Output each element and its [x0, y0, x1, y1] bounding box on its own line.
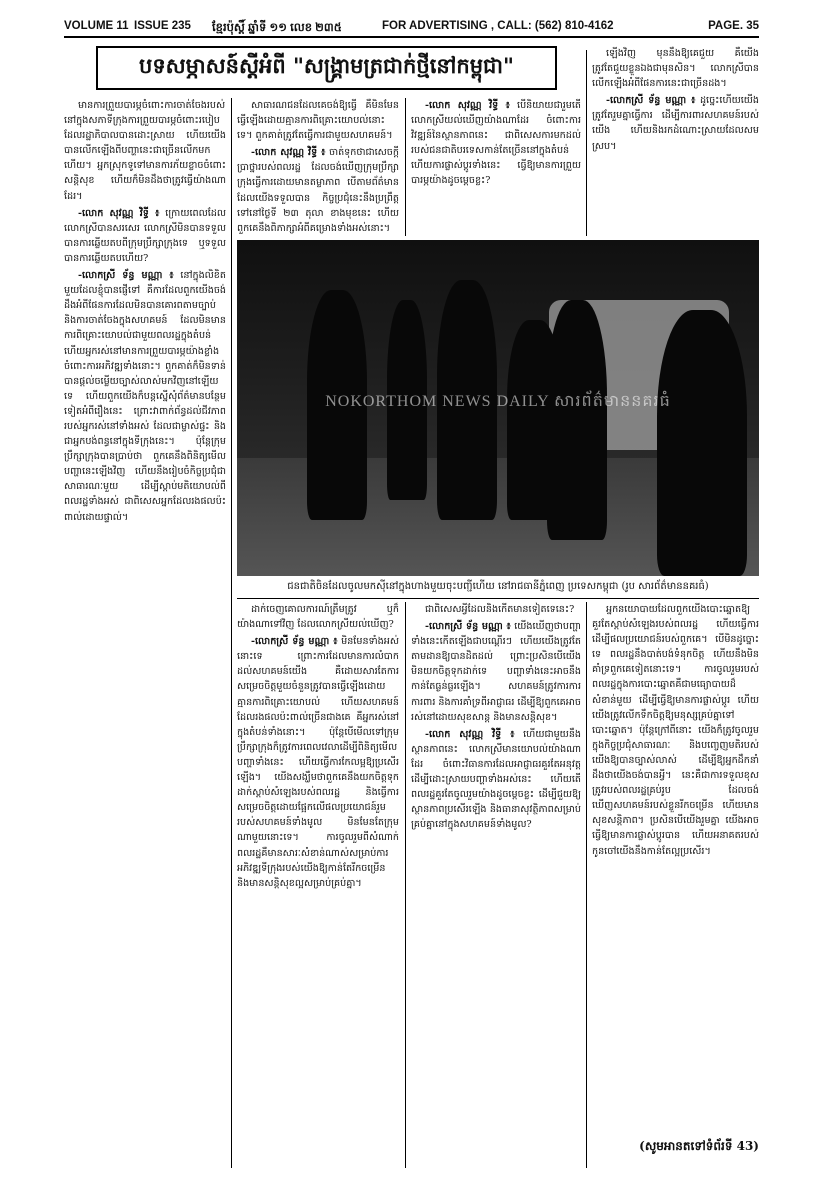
- paragraph: [411, 619, 581, 725]
- paragraph-text: ដូច្នេះហើយយើងត្រូវតែរួមគ្នាធ្វើការ ដើម្បីការពារសហគមន៍របស់យើង ហើយនិងរកដំណោះស្រាយដែលសមស្រប។: [592, 95, 759, 152]
- paragraph: [237, 634, 399, 891]
- speaker-label: -លោកស្រី ទ័ន្ធ មណ្ណា ៖: [251, 636, 338, 648]
- photo-person: [657, 310, 747, 576]
- paragraph-text: បើនិយាយជារួមតើលោកស្រីយល់ឃើញយ៉ាងណាដែរ ចំពោះការវិវឌ្ឍន៍នៃស្ថានភាពនេះ ជាពិសេសការមកដល់របស់ជនជាតិបរទេសកាន់តែច្រើននៅក្នុងតំបន់ ហើយការផ្លាស់ប្តូរទាំងនេះ ធ្វើឱ្យមានការព្រួយបារម្ភយ៉ាងដូចម្តេចខ្លះ?: [411, 100, 581, 187]
- paragraph: [64, 268, 226, 525]
- paragraph: [592, 46, 759, 91]
- column-divider: [405, 602, 406, 1168]
- paragraph: [64, 98, 226, 204]
- paragraph-text: ជាពិសេសអ្វីដែលនិងកើតមានទៀតទេនេះ?: [425, 604, 575, 615]
- article-title: បទសម្ភាសន៍ស្ដីអំពី "សង្គ្រាមត្រជាក់ថ្មីនៅកម្ពុជា": [96, 46, 557, 90]
- paragraph: [237, 602, 399, 632]
- column-divider: [405, 98, 406, 236]
- continued-note: (សូមអានតទៅទំព័រទី 43): [639, 1139, 759, 1153]
- article-column-3-lower: [411, 602, 581, 1168]
- paragraph: [237, 98, 399, 143]
- paragraph: [592, 93, 759, 153]
- header-rule: [64, 36, 759, 38]
- paragraph: [411, 98, 581, 189]
- speaker-label: -លោកស្រី ទ័ន្ធ មណ្ណា ៖: [606, 95, 696, 107]
- photo-watermark: NOKORTHOM NEWS DAILY សារព័ត៌មាននគរធំ: [325, 393, 671, 410]
- page-number: PAGE. 35: [708, 20, 759, 32]
- issue-label: ISSUE 235: [134, 20, 191, 32]
- speaker-label: -លោកស្រី ទ័ន្ធ មណ្ណា ៖: [78, 270, 174, 282]
- paragraph-text: សាធារណជនដែលគេចង់ឱ្យធ្វើ គឺមិនមែនធ្វើឡើងដោយគ្មានការពិគ្រោះយោបល់នោះទេ។ ពួកគាត់ត្រូវតែធ្វើការជាមួយសហគមន៍។: [237, 100, 399, 142]
- speaker-label: -លោក សុវណ្ណ វិទ្ធី ៖: [425, 100, 510, 111]
- paragraph-text: ដាក់ចេញគោលការណ៍ត្រឹមត្រូវ ឬក៏យ៉ាងណាទៅវិញ ដែលលោកស្រីយល់ឃើញ?: [237, 604, 399, 631]
- article-column-1: [64, 98, 226, 1168]
- article-column-3-upper: [411, 98, 581, 236]
- article-column-4-upper: [592, 46, 759, 236]
- page-header: [64, 16, 759, 38]
- article-column-2-upper: [237, 98, 399, 236]
- paragraph: [411, 727, 581, 833]
- volume-label: VOLUME 11: [64, 20, 129, 32]
- paragraph-text: ចាត់ទុកថាជាសេចក្តីប្រាថ្នារបស់ពលរដ្ឋ ដែលចង់ឃើញក្រុមប្រឹក្សាក្រុងធ្វើការដោយមានតម្លាភាព បើតាមព័ត៌មានដែលយើងទទួលបាន កិច្ចប្រជុំនេះនឹងប្រព្រឹត្តទៅនៅថ្ងៃទី ២៣ តុលា ខាងមុខនេះ ហើយពួកគេនឹងពិភាក្សាអំពីគម្រោងទាំងអស់នោះ។: [237, 147, 399, 234]
- paragraph-text: មិនមែនទាំងអស់នោះទេ ព្រោះការដែលមានការលំបាកដល់សហគមន៍យើង គឺដោយសារតែការសម្រេចចិត្តមួយចំនួនត្រូវបានធ្វើឡើងដោយគ្មានការពិគ្រោះយោបល់ ហើយសហគមន៍ដែលរងផលប៉ះពាល់ច្រើនជាងគេ គឺអ្នករស់នៅក្នុងតំបន់ទាំងនោះ។ ប៉ុន្តែបើមើលទៅក្រុមប្រឹក្សាក្រុងក៏ត្រូវការពេលវេលាដើម្បីពិនិត្យមើលបញ្ហាទាំងនេះ ហើយធ្វើការកែលម្អឱ្យប្រសើរឡើង។ យើងសង្ឃឹមថាពួកគេនឹងយកចិត្តទុកដាក់ស្តាប់សំឡេងរបស់ពលរដ្ឋ និងធ្វើការសម្រេចចិត្តដោយផ្អែកលើផលប្រយោជន៍រួមរបស់សហគមន៍ទាំងមូល មិនមែនតែក្រុមណាមួយនោះទេ។ ការចូលរួមពីសំណាក់ពលរដ្ឋគឺមានសារៈសំខាន់ណាស់សម្រាប់ការអភិវឌ្ឍទីក្រុងរបស់យើងឱ្យកាន់តែរីកចម្រើន និងមានសន្តិសុខល្អសម្រាប់គ្រប់គ្នា។: [237, 636, 399, 889]
- paragraph: [237, 145, 399, 236]
- speaker-label: -លោកស្រី ទ័ន្ធ មណ្ណា ៖: [425, 621, 511, 633]
- column-divider: [231, 98, 232, 1168]
- speaker-label: -លោក សុវណ្ណ វិទ្ធី ៖: [425, 728, 515, 740]
- paragraph-text: ហើយជាមួយនឹងស្ថានភាពនេះ លោកស្រីមានយោបល់យ៉ាងណាដែរ ចំពោះវិធានការដែលអាជ្ញាធរគួរតែអនុវត្ត ដើម្បីដោះស្រាយបញ្ហាទាំងអស់នេះ ហើយតើពលរដ្ឋគួរតែចូលរួមយ៉ាងដូចម្តេចខ្លះ ដើម្បីជួយឱ្យស្ថានភាពប្រសើរឡើង និងធានាសុវត្ថិភាពសម្រាប់គ្រប់គ្នានៅក្នុងសហគមន៍ទាំងមូល?: [411, 728, 581, 831]
- photo-person: [547, 300, 607, 540]
- column-divider: [586, 50, 587, 236]
- paragraph: [411, 602, 581, 617]
- speaker-label: -លោក សុវណ្ណ វិទ្ធី ៖: [78, 207, 160, 219]
- paragraph: [592, 602, 759, 859]
- article-column-2-lower: [237, 602, 399, 1168]
- paragraph-text: ឡើងវិញ មុននឹងឱ្យគេជួយ គឺយើងត្រូវតែជួយខ្លួនឯងជាមុនសិន។ លោកស្រីបានលើកឡើងអំពីផែនការនេះជាច្រើនដង។: [592, 48, 759, 90]
- speaker-label: -លោក សុវណ្ណ វិទ្ធី ៖: [251, 147, 326, 159]
- advertising-line: FOR ADVERTISING , CALL: (562) 810-4162: [382, 20, 614, 32]
- paragraph: [64, 206, 226, 266]
- paragraph-text: មានការព្រួយបារម្ភចំពោះការចាត់ចែងរបស់ នៅក្នុងសភាទីក្រុងការព្រួយបារម្ភចំពោះរបៀបដែលរដ្ឋាភិបាលបានដោះស្រាយ ហើយយើងបានលើកឡើងពីបញ្ហានេះជាច្រើនលើកមកហើយ។ អ្នកស្រុកទូទៅមានការភ័យខ្លាចចំពោះសន្តិសុខ ហើយក៏មិនដឹងថាត្រូវធ្វើយ៉ាងណាដែរ។: [64, 100, 226, 202]
- paragraph-text: អ្នកនយោបាយដែលពួកយើងបោះឆ្នោតឱ្យគួរតែស្តាប់សំឡេងរបស់ពលរដ្ឋ ហើយធ្វើការដើម្បីផលប្រយោជន៍របស់ពួកគេ។ បើមិនដូច្នោះទេ ពលរដ្ឋនឹងបាត់បង់ទំនុកចិត្ត ហើយនឹងមិនគាំទ្រពួកគេទៀតនោះទេ។ ការចូលរួមរបស់ពលរដ្ឋក្នុងការបោះឆ្នោតគឺជាមធ្យោបាយដ៏សំខាន់មួយ ដើម្បីធ្វើឱ្យមានការផ្លាស់ប្តូរ ហើយយើងត្រូវលើកទឹកចិត្តឱ្យមនុស្សគ្រប់គ្នាទៅបោះឆ្នោត។ ប៉ុន្តែក្រៅពីនោះ យើងក៏ត្រូវចូលរួមក្នុងកិច្ចប្រជុំសាធារណៈ និងបញ្ចេញមតិរបស់យើងឱ្យបានច្បាស់លាស់ ដើម្បីឱ្យអ្នកដឹកនាំដឹងថាយើងចង់បានអ្វី។ នេះគឺជាការទទួលខុសត្រូវរបស់ពលរដ្ឋគ្រប់រូប ដែលចង់ឃើញសហគមន៍របស់ខ្លួនរីកចម្រើន ហើយមានសុខសន្តិភាព។ ប្រសិនបើយើងរួមគ្នា យើងអាចធ្វើឱ្យមានការផ្លាស់ប្តូរបាន ហើយអនាគតរបស់កូនចៅយើងនឹងកាន់តែល្អប្រសើរ។: [592, 604, 759, 857]
- article-column-4-lower: [592, 602, 759, 1136]
- paper-name: ខ្មែរប៉ុស្តិ៍ ឆ្នាំទី ១១ លេខ ២៣៥: [212, 22, 342, 34]
- photo-caption: ជនជាតិចិនដែលចូលមកស៊ីនៅក្នុងហាងមួយចុះបញ្ជីហើយ នៅរាជធានីភ្នំពេញ ប្រទេសកម្ពុជា (រូប សារព័ត៌មាននគរធំ): [237, 578, 759, 599]
- column-divider: [586, 602, 587, 1168]
- paragraph-text: យើងឃើញថាបញ្ហាទាំងនេះកើតឡើងជាបណ្តើរៗ ហើយយើងត្រូវតែតាមដានឱ្យបានដិតដល់ ព្រោះប្រសិនបើយើងមិនយកចិត្តទុកដាក់ទេ បញ្ហាទាំងនេះអាចនឹងកាន់តែធ្ងន់ធ្ងរឡើង។ សហគមន៍ត្រូវការការការពារ និងការគាំទ្រពីអាជ្ញាធរ ដើម្បីឱ្យពួកគេអាចរស់នៅដោយសុខសាន្ត និងមានសន្តិសុខ។: [411, 621, 581, 723]
- paragraph-text: ក្រោយពេលដែលលោកស្រីបានសរសេរ លោកស្រីមិនបានទទួលបានការឆ្លើយតបពីក្រុមប្រឹក្សាក្រុងទេ ឬទទួលបានការឆ្លើយតបហើយ?: [64, 207, 226, 264]
- news-photo: [237, 240, 759, 576]
- paragraph-text: នៅក្នុងលិខិតមួយដែលខ្ញុំបានផ្ញើទៅ គឺការដែលពួកយើងចង់ដឹងអំពីផែនការដែលមិនបានគោរពតាមច្បាប់ និងការចាត់ចែងក្នុងសហគមន៍ ដែលមិនមានការពិគ្រោះយោបល់ជាមួយពលរដ្ឋក្នុងតំបន់ ហើយអ្នករស់នៅមានការព្រួយបារម្ភយ៉ាងខ្លាំងចំពោះការអភិវឌ្ឍទាំងនោះ។ ពួកគាត់ក៏មិនទាន់បានផ្តល់ចម្លើយច្បាស់លាស់មកវិញនៅឡើយទេ ហើយពួកយើងក៏បន្តស្នើសុំព័ត៌មានបន្ថែមទៀតអំពីរឿងនេះ ព្រោះវាពាក់ព័ន្ធដល់ជីវភាពរបស់អ្នករស់នៅទាំងអស់ ដែលជាម្ចាស់ផ្ទះ និងជាអ្នកបង់ពន្ធនៅក្នុងទីក្រុងនេះ។ ប៉ុន្តែក្រុមប្រឹក្សាក្រុងបានប្រាប់ថា ពួកគេនឹងពិនិត្យមើលបញ្ហានេះឡើងវិញ ហើយនឹងរៀបចំកិច្ចប្រជុំជាសាធារណៈមួយ ដើម្បីស្តាប់មតិយោបល់ពីពលរដ្ឋទាំងអស់ ជាពិសេសអ្នកដែលរងផលប៉ះពាល់ដោយផ្ទាល់។: [64, 270, 226, 523]
